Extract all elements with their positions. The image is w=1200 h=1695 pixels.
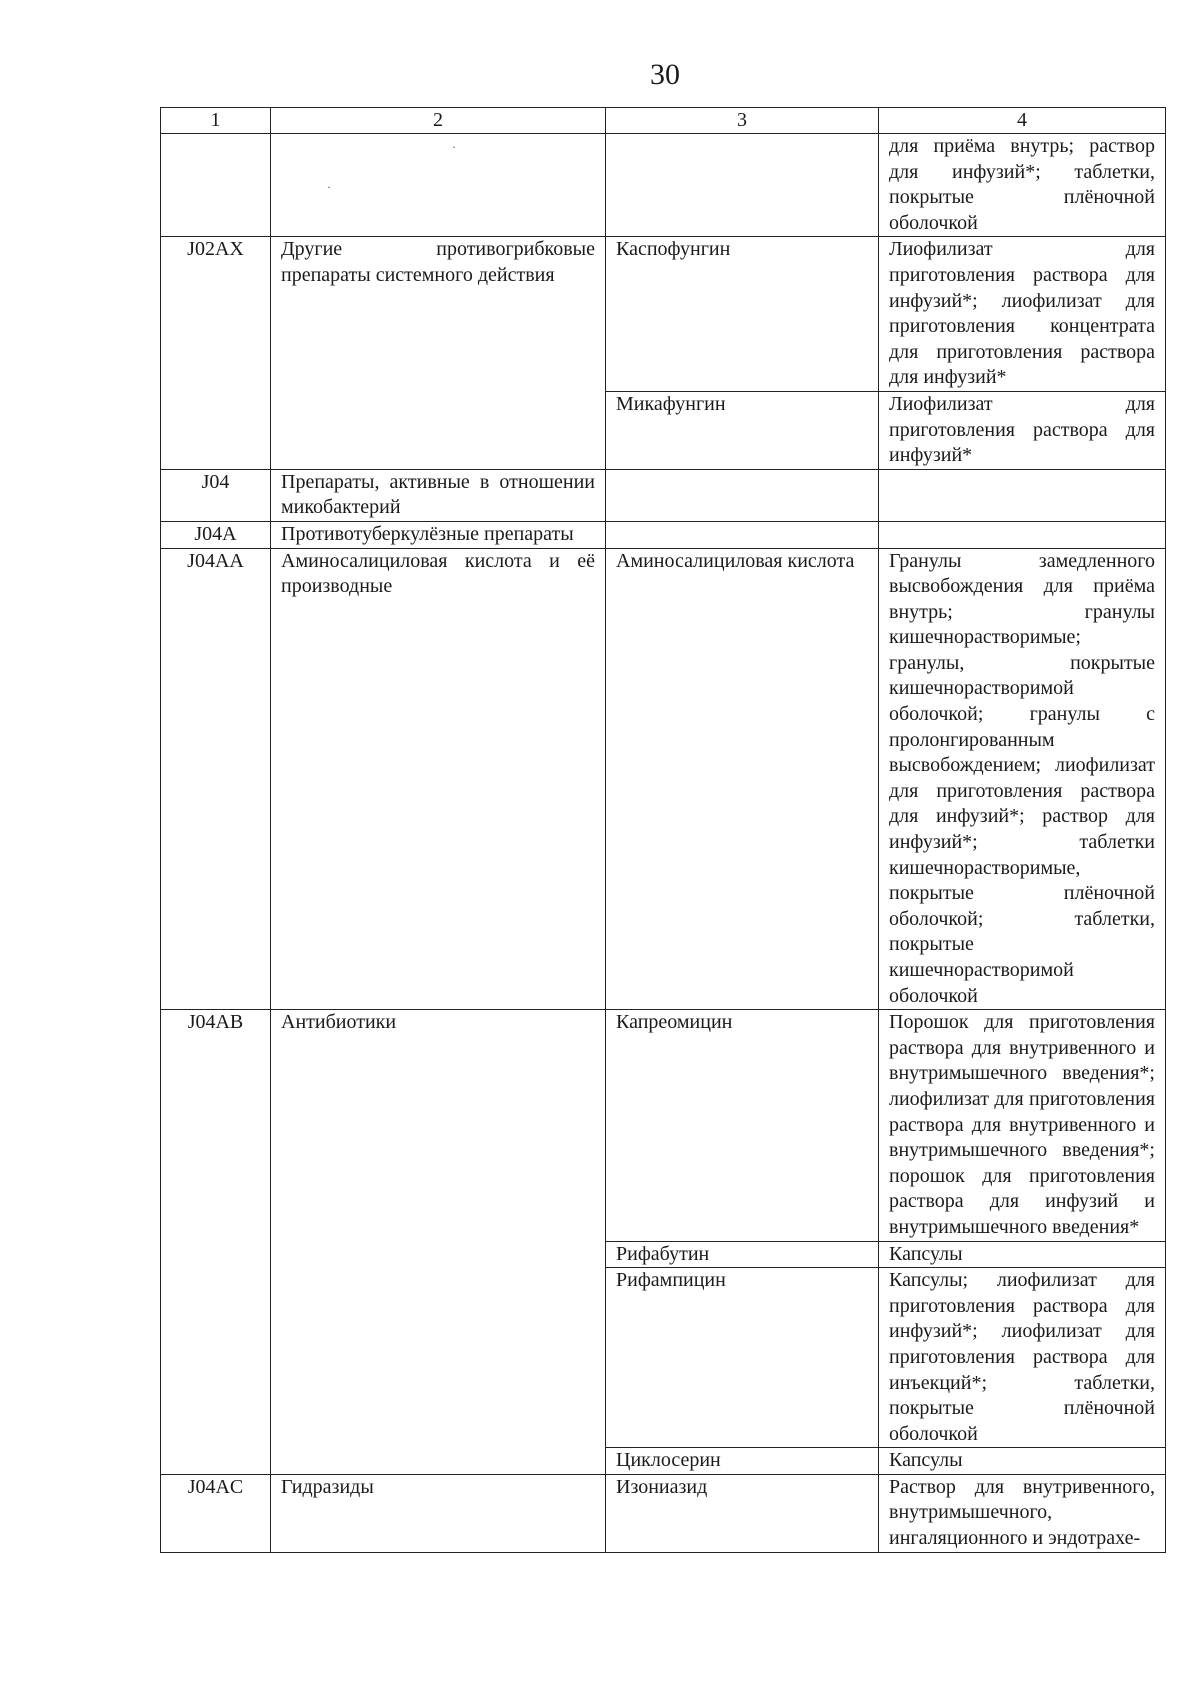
dosage-forms (879, 469, 1166, 521)
table-row (161, 1474, 1166, 1552)
group-name: Аминосалициловая кислота и её производные (271, 548, 606, 1010)
atc-code (161, 134, 271, 237)
dosage-forms: Порошок для приготовления раствора для внутривенного и внутримышечного введения*; лиофилизат для приготовления раствора для внутривенного и внутримышечного введения*; порошок для приготовления раствора для инфузий и внутримышечного введения* (879, 1010, 1166, 1241)
drug-name (606, 469, 879, 521)
drug-name (606, 521, 879, 548)
header-row (161, 108, 1166, 134)
drug-name: Циклосерин (606, 1448, 879, 1475)
column-header: 2 (271, 108, 606, 134)
drug-name: Аминосалициловая кислота (606, 548, 879, 1010)
table-row (161, 237, 1166, 392)
drug-name: Каспофунгин (606, 237, 879, 392)
atc-code: J02AX (161, 237, 271, 469)
scan-speck: · (327, 180, 331, 194)
drug-name (606, 134, 879, 237)
dosage-forms: для приёма внутрь; раствор для инфузий*; таблетки, покрытые плёночной оболочкой (879, 134, 1166, 237)
group-name: Препараты, активные в отношении микобактерий (271, 469, 606, 521)
atc-code: J04A (161, 521, 271, 548)
group-name: Другие противогрибковые препараты системного действия (271, 237, 606, 469)
atc-code: J04AC (161, 1474, 271, 1552)
dosage-forms: Раствор для внутривенного, внутримышечного, ингаляционного и эндотрахе- (879, 1474, 1166, 1552)
dosage-forms: Лиофилизат для приготовления раствора для инфузий*; лиофилизат для приготовления концентрата для приготовления раствора для инфузий* (879, 237, 1166, 392)
atc-code: J04 (161, 469, 271, 521)
table-row (161, 469, 1166, 521)
group-name: Противотуберкулёзные препараты (271, 521, 606, 548)
dosage-forms: Капсулы (879, 1448, 1166, 1475)
group-name (271, 134, 606, 237)
table-row (161, 134, 1166, 237)
drug-name: Рифампицин (606, 1268, 879, 1448)
table-row (161, 521, 1166, 548)
dosage-forms: Лиофилизат для приготовления раствора для инфузий* (879, 391, 1166, 469)
drug-name: Капреомицин (606, 1010, 879, 1241)
column-header: 1 (161, 108, 271, 134)
page-number: 30 (650, 58, 680, 91)
table-row (161, 548, 1166, 1010)
scan-speck: · (452, 140, 456, 154)
drug-table (160, 107, 1166, 1553)
dosage-forms: Капсулы (879, 1241, 1166, 1268)
dosage-forms: Гранулы замедленного высвобождения для приёма внутрь; гранулы кишечнорастворимые; гранулы, покрытые кишечнорастворимой оболочкой; гранулы с пролонгированным высвобождением; лиофилизат для приготовления раствора для инфузий*; раствор для инфузий*; таблетки кишечнорастворимые, покрытые плёночной оболочкой; таблетки, покрытые кишечнорастворимой оболочкой (879, 548, 1166, 1010)
dosage-forms (879, 521, 1166, 548)
group-name: Гидразиды (271, 1474, 606, 1552)
drug-name: Рифабутин (606, 1241, 879, 1268)
group-name: Антибиотики (271, 1010, 606, 1475)
drug-name: Микафунгин (606, 391, 879, 469)
drug-name: Изониазид (606, 1474, 879, 1552)
dosage-forms: Капсулы; лиофилизат для приготовления раствора для инфузий*; лиофилизат для приготовления раствора для инъекций*; таблетки, покрытые плёночной оболочкой (879, 1268, 1166, 1448)
column-header: 3 (606, 108, 879, 134)
atc-code: J04AB (161, 1010, 271, 1475)
column-header: 4 (879, 108, 1166, 134)
atc-code: J04AA (161, 548, 271, 1010)
table-row (161, 1010, 1166, 1241)
